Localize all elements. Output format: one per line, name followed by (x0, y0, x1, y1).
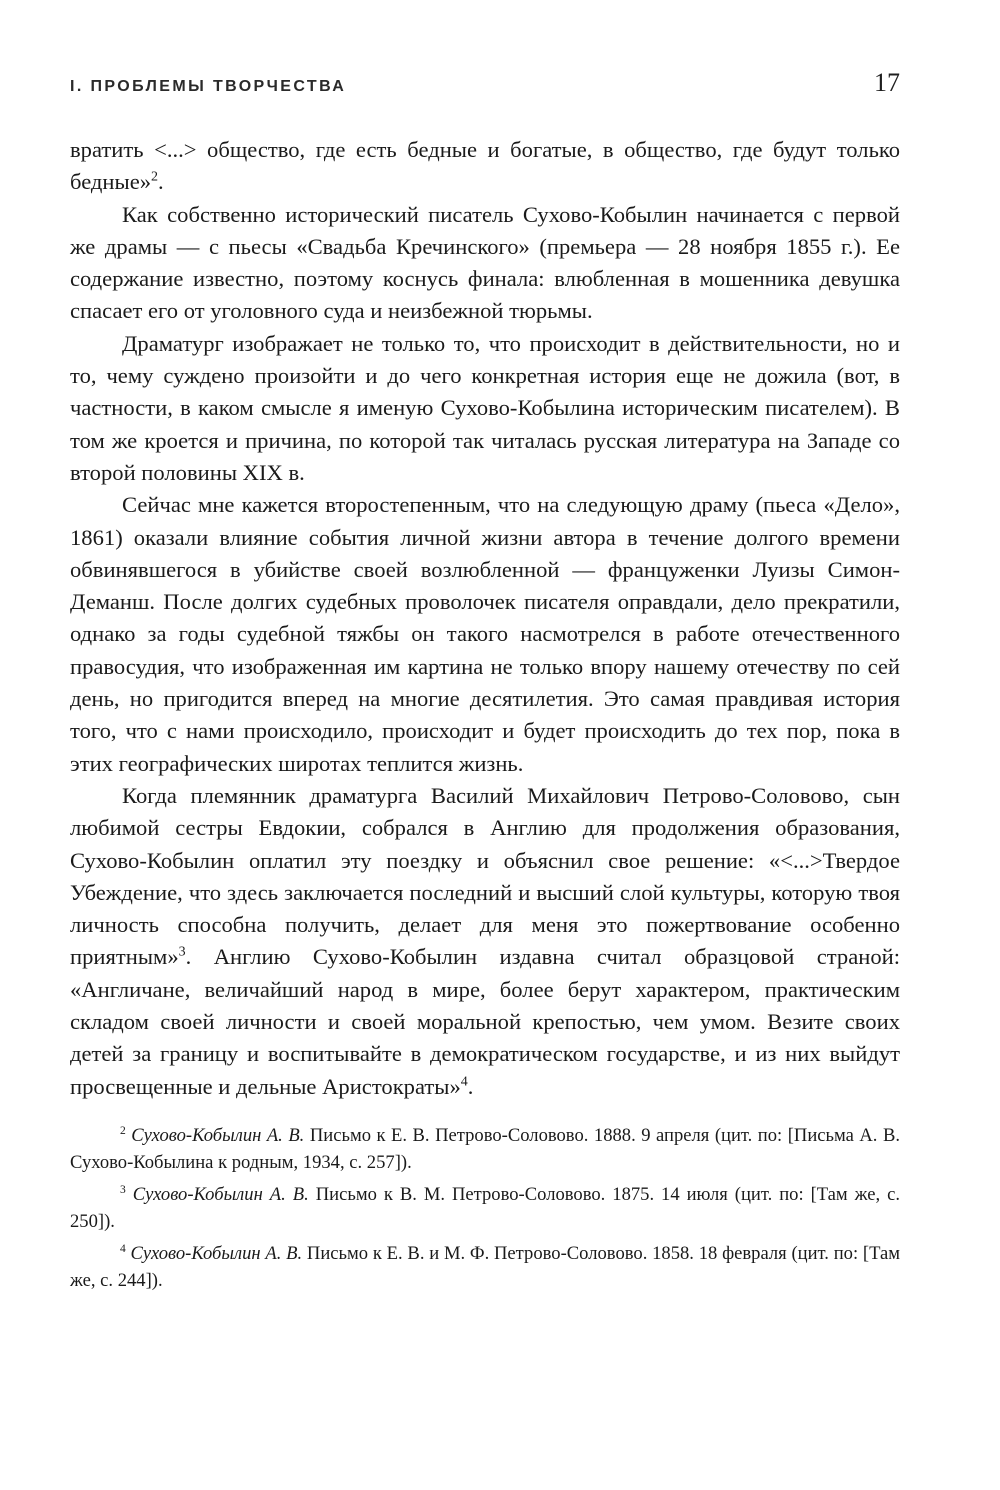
paragraph-5-text-continued: . Англию Сухово-Кобылин издавна считал образцовой страной: «Англичане, величайший народ в мире, более берут характером, практическим складом своей личности и своей моральной крепостью, чем умом. Везите своих детей за границу и воспитывайте в демократическом государстве, и из них выйдут просвещенные и дельные Аристократы» (70, 944, 900, 1099)
page-number: 17 (874, 68, 900, 97)
footnote-text: Письмо к Е. В. и М. Ф. Петрово-Соловово. 1858. 18 февраля (цит. по: [Там же, с. 244]). (70, 1242, 900, 1291)
paragraph-1-text: вратить <...> общество, где есть бедные и богатые, в общество, где будут только бедные» (70, 137, 900, 195)
paragraph-5 (70, 780, 900, 1103)
footnote-3 (70, 1181, 900, 1235)
footnote-2 (70, 1122, 900, 1176)
footnote-author: Сухово-Кобылин А. В. (130, 1242, 303, 1264)
paragraph-3 (70, 328, 900, 489)
footnote-number: 4 (120, 1242, 126, 1255)
footnote-author: Сухово-Кобылин А. В. (132, 1183, 309, 1205)
footnote-ref-2: 2 (151, 169, 159, 185)
paragraph-1: вратить <...> общество, где есть бедные и богатые, в общество, где будут только бедные»$^2$. (70, 137, 900, 195)
footnotes (70, 1122, 900, 1294)
footnote-number: 2 (120, 1124, 126, 1137)
footnote-text: Письмо к Е. В. Петрово-Соловово. 1888. 9 апреля (цит. по: [Письма А. В. Сухово-Кобылина к родным, 1934, с. 257]). (70, 1124, 900, 1173)
footnote-4 (70, 1240, 900, 1294)
footnote-number: 3 (120, 1183, 126, 1196)
footnote-author: Сухово-Кобылин А. В. (131, 1124, 305, 1146)
section-title: I. ПРОБЛЕМЫ ТВОРЧЕСТВА (70, 78, 347, 95)
footnote-ref-4: 4 (460, 1074, 468, 1090)
paragraph-4-text: Сейчас мне кажется второстепенным, что на следующую драму (пьеса «Дело», 1861) оказали влияние события личной жизни автора в течение долгого времени обвинявшегося в убийстве своей возлюбленной — француженки Луизы Симон-Деманш. После долгих судебных проволочек писателя оправдали, дело прекратили, однако за годы судебной тяжбы он такого насмотрелся в работе отечественного правосудия, что изображенная им картина не только впору нашему отечеству по сей день, но пригодится вперед на многие десятилетия. Это самая правдивая история того, что с нами происходило, происходит и будет происходить до тех пор, пока в этих географических широтах теплится жизнь. (70, 492, 900, 776)
paragraph-5-text-end: . (467, 1073, 474, 1099)
paragraph-2-text: Как собственно исторический писатель Сухово-Кобылин начинается с первой же драмы — с пьесы «Свадьба Кречинского» (премьера — 28 ноября 1855 г.). Ее содержание известно, поэтому коснусь финала: влюбленная в мошенника девушка спасает его от уголовного суда и неизбежной тюрьмы. (70, 201, 900, 324)
footnote-text: Письмо к В. М. Петрово-Соловово. 1875. 14 июля (цит. по: [Там же, с. 250]). (70, 1183, 900, 1232)
paragraph-4 (70, 489, 900, 780)
running-header (70, 68, 900, 108)
paragraph-5-text: Когда племянник драматурга Василий Михайлович Петрово-Соловово, сын любимой сестры Евдокии, собрался в Англию для продолжения образования, Сухово-Кобылин оплатил эту поездку и объяснил свое решение: «<...>Твердое Убеждение, что здесь заключается последний и высший слой культуры, которую твоя личность способна получить, делает для меня это пожертвование особенно приятным» (70, 782, 900, 970)
body-text (70, 134, 900, 1103)
footnote-ref-3: 3 (178, 944, 186, 960)
paragraph-3-text: Драматург изображает не только то, что происходит в действительности, но и то, чему суждено произойти и до чего конкретная история еще не дожила (вот, в частности, в каком смысле я именую Сухово-Кобылина историческим писателем). В том же кроется и причина, по которой так читалась русская литература на Западе со второй половины XIX в. (70, 330, 900, 485)
paragraph-2 (70, 199, 900, 328)
